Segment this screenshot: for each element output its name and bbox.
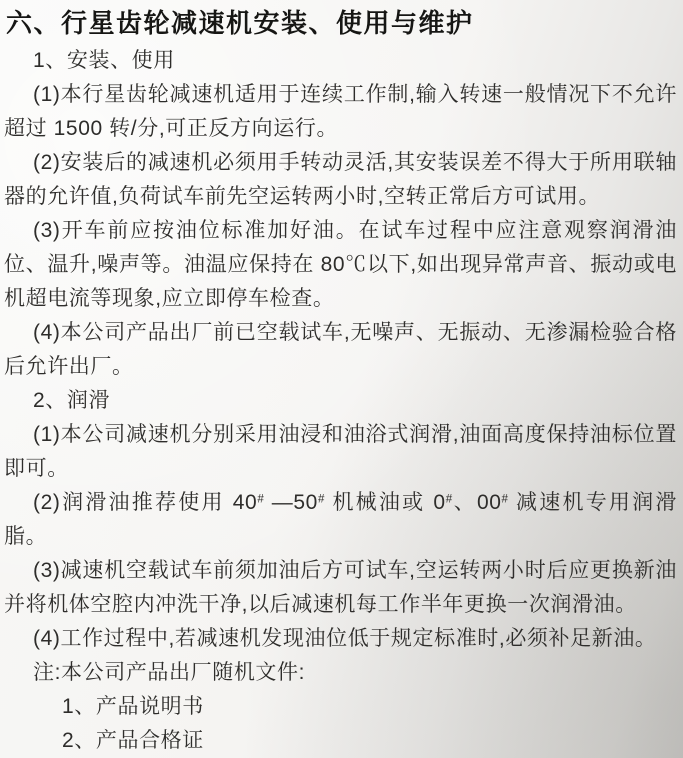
paragraph-install-1: (1)本行星齿轮减速机适用于连续工作制,输入转速一般情况下不允许超过 1500 转/分,可正反方向运行。 bbox=[4, 83, 677, 140]
paragraph-install-4: (4)本公司产品出厂前已空载试车,无噪声、无振动、无渗漏检验合格后允许出厂。 bbox=[4, 321, 677, 378]
paragraph-install-3: (3)开车前应按油位标准加好油。在试车过程中应注意观察润滑油位、温升,噪声等。油温应保持在 80℃以下,如出现异常声音、振动或电机超电流等现象,应立即停车检查。 bbox=[4, 219, 677, 310]
page-title: 六、行星齿轮减速机安装、使用与维护 bbox=[6, 8, 474, 38]
document-body bbox=[4, 44, 677, 758]
note-item-certificate: 2、产品合格证 bbox=[62, 729, 204, 752]
paragraph-lubrication-3: (3)减速机空载试车前须加油后方可试车,空运转两小时后应更换新油并将机体空腔内冲洗干净,以后减速机每工作半年更换一次润滑油。 bbox=[4, 559, 677, 616]
note-label: 注:本公司产品出厂随机文件: bbox=[33, 661, 306, 684]
paragraph-lubrication-4: (4)工作过程中,若减速机发现油位低于规定标准时,必须补足新油。 bbox=[33, 627, 657, 650]
note-item-manual: 1、产品说明书 bbox=[62, 695, 204, 718]
section-install-heading: 1、安装、使用 bbox=[33, 49, 175, 72]
paragraph-install-2: (2)安装后的减速机必须用手转动灵活,其安装误差不得大于所用联轴器的允许值,负荷试车前先空运转两小时,空转正常后方可试用。 bbox=[4, 151, 677, 208]
paragraph-lubrication-2: (2)润滑油推荐使用 40# —50# 机械油或 0#、00# 减速机专用润滑脂。 bbox=[4, 491, 677, 548]
section-lubrication-heading: 2、润滑 bbox=[33, 389, 111, 412]
paragraph-lubrication-1: (1)本公司减速机分别采用油浸和油浴式润滑,油面高度保持油标位置即可。 bbox=[4, 423, 677, 480]
